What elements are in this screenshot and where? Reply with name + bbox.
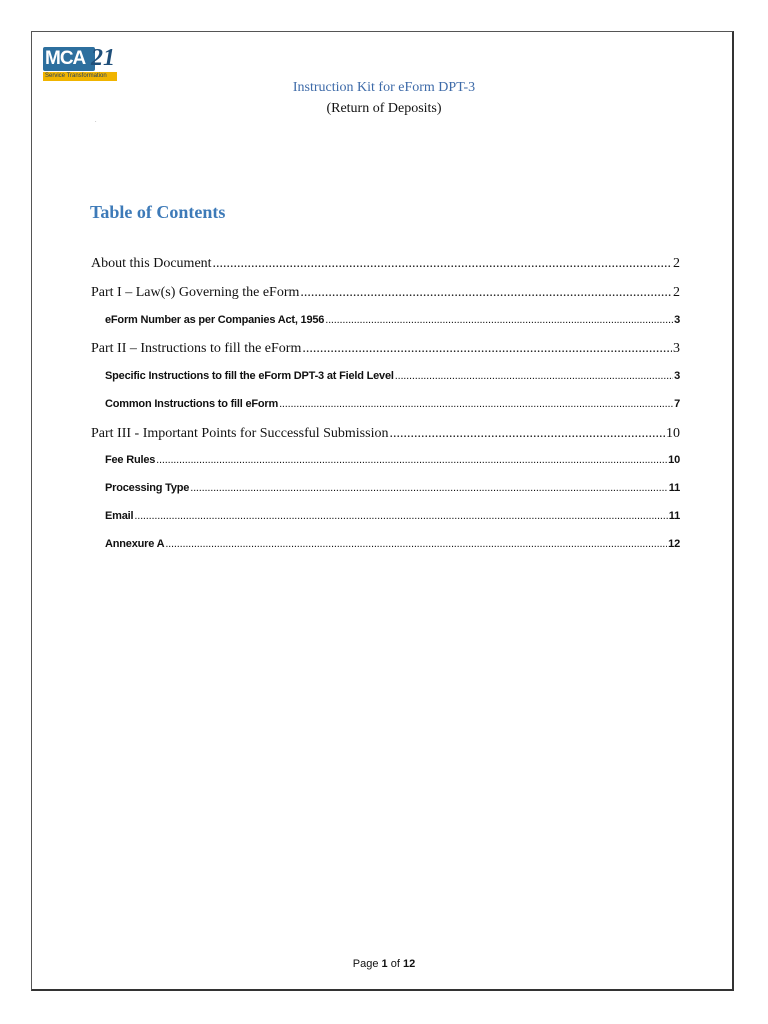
toc-leader <box>279 398 673 410</box>
toc-leader <box>389 426 665 442</box>
toc-entry-page: 3 <box>674 314 680 326</box>
logo-number: 21 <box>91 45 115 71</box>
toc-entry-about[interactable] <box>91 256 680 272</box>
toc-entry-title: Annexure A <box>105 538 165 550</box>
toc-entry-processing-type[interactable] <box>91 482 680 494</box>
toc-entry-title: Part II – Instructions to fill the eForm <box>91 341 302 356</box>
toc-entry-eform-number[interactable] <box>91 314 680 326</box>
toc-entry-page: 2 <box>673 285 680 300</box>
toc-entry-title: Part I – Law(s) Governing the eForm <box>91 285 300 300</box>
toc-entry-annexure-a[interactable] <box>91 538 680 550</box>
mca21-logo <box>43 47 117 83</box>
toc-entry-title: Specific Instructions to fill the eForm DPT-3 at Field Level <box>105 370 394 382</box>
footer-total-pages: 12 <box>402 958 416 970</box>
toc-entry-page: 2 <box>673 256 680 271</box>
toc-entry-page: 11 <box>668 482 680 494</box>
toc-entry-email[interactable] <box>91 510 680 522</box>
toc-leader <box>395 370 673 382</box>
footer-current-page: 1 <box>381 958 388 970</box>
logo-mark-text: MCA <box>45 48 86 69</box>
toc-leader <box>190 482 668 494</box>
stray-mark: . <box>95 118 97 124</box>
toc-entry-title: Common Instructions to fill eForm <box>105 398 279 410</box>
toc-entry-page: 3 <box>674 370 680 382</box>
toc-entry-title: Email <box>105 510 134 522</box>
toc-entry-title: Part III - Important Points for Successful Submission <box>91 426 389 441</box>
toc-entry-page: 10 <box>666 426 680 441</box>
toc-entry-page: 3 <box>673 341 680 356</box>
toc-entry-fee-rules[interactable] <box>91 454 680 466</box>
toc-entry-part-2[interactable] <box>91 341 680 357</box>
toc-leader <box>134 510 667 522</box>
document-subtitle: (Return of Deposits) <box>326 101 442 116</box>
toc-entry-title: Processing Type <box>105 482 190 494</box>
toc-leader <box>165 538 667 550</box>
toc-entry-title: About this Document <box>91 256 212 271</box>
logo-mark <box>43 47 95 71</box>
toc-entry-specific-instructions[interactable] <box>91 370 680 382</box>
toc-heading: Table of Contents <box>90 202 226 222</box>
toc-entry-page: 7 <box>674 398 680 410</box>
toc-entry-common-instructions[interactable] <box>91 398 680 410</box>
toc-leader <box>302 341 672 357</box>
logo-tagline: Service Transformation <box>43 72 117 81</box>
toc-entry-part-1[interactable] <box>91 285 680 301</box>
toc-entry-title: eForm Number as per Companies Act, 1956 <box>105 314 325 326</box>
page-number-footer <box>0 958 768 970</box>
toc-leader <box>156 454 667 466</box>
toc-leader <box>300 285 672 301</box>
footer-page-word: Page <box>352 958 379 970</box>
toc-entry-page: 10 <box>668 454 680 466</box>
toc-entry-part-3[interactable] <box>91 426 680 442</box>
toc-entry-page: 11 <box>668 510 680 522</box>
toc-leader <box>213 256 672 272</box>
document-title: Instruction Kit for eForm DPT-3 <box>292 80 476 95</box>
toc-leader <box>325 314 673 326</box>
toc-entry-page: 12 <box>668 538 680 550</box>
footer-of-word: of <box>390 958 400 970</box>
toc-entry-title: Fee Rules <box>105 454 156 466</box>
